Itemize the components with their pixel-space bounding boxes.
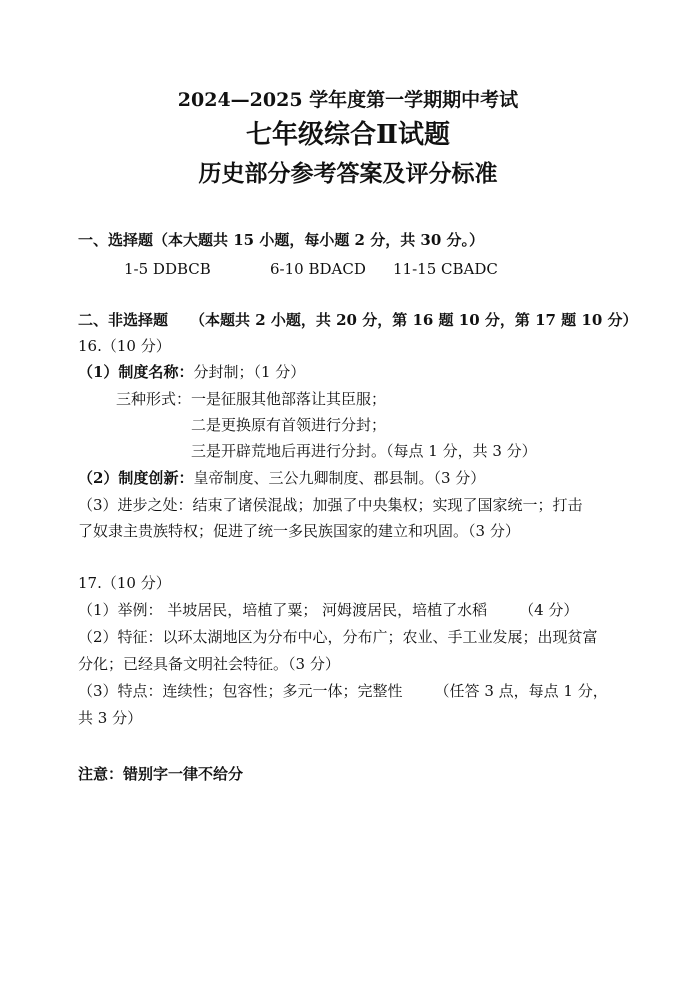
- section-title: 历史部分参考答案及评分标准: [198, 160, 498, 187]
- part2-title-note: （本题共 2 小题，共 20 分，第 16 题 10 分，第 17 题 10 分）: [190, 311, 638, 329]
- choice-answers-6-10: 6-10 BDACD: [270, 260, 366, 278]
- part2-title: [78, 310, 638, 330]
- q16-answer-2-label: （2）制度创新：: [78, 469, 194, 487]
- q17-heading: 17.（10 分）: [78, 574, 171, 592]
- q17-answer-1: [78, 600, 578, 620]
- q17-answer-3: [78, 681, 608, 701]
- q16-form-3: 三是开辟荒地后再进行分封。（每点 1 分，共 3 分）: [191, 442, 537, 460]
- part1-title: 一、选择题（本大题共 15 小题，每小题 2 分，共 30 分。）: [78, 231, 485, 249]
- q16-heading: 16.（10 分）: [78, 337, 171, 355]
- q16-answer-1: [78, 362, 305, 382]
- grading-note: 注意：错别字一律不给分: [78, 765, 244, 783]
- q16-answer-2: [78, 468, 485, 488]
- q16-answer-1-label: （1）制度名称：: [78, 363, 194, 381]
- subject-title: 七年级综合Ⅱ试题: [246, 120, 450, 150]
- part2-title-main: 二、非选择题: [78, 311, 169, 329]
- q17-answer-1-score: （4 分）: [519, 601, 579, 619]
- q16-forms-label: 三种形式：: [116, 390, 192, 408]
- q17-answer-3-text: （3）特点：连续性；包容性；多元一体；完整性: [78, 682, 403, 700]
- q17-answer-2-line-1: （2）特征：以环太湖地区为分布中心，分布广；农业、手工业发展；出现贫富: [78, 628, 598, 646]
- q16-answer-3-line-2: 了奴隶主贵族特权；促进了统一多民族国家的建立和巩固。（3 分）: [78, 522, 520, 540]
- q17-answer-2-line-2: 分化；已经具备文明社会特征。（3 分）: [78, 655, 340, 673]
- q16-form-1: 一是征服其他部落让其臣服；: [191, 390, 387, 408]
- choice-answers-11-15: 11-15 CBADC: [393, 260, 498, 278]
- q16-answer-3-line-1: （3）进步之处：结束了诸侯混战；加强了中央集权；实现了国家统一；打击: [78, 496, 583, 514]
- q16-form-2: 二是更换原有首领进行分封；: [191, 416, 387, 434]
- q16-forms-row-1: [116, 389, 386, 409]
- exam-term-title: 2024—2025 学年度第一学期期中考试: [177, 89, 519, 111]
- q17-answer-1-text: （1）举例： 半坡居民，培植了粟； 河姆渡居民，培植了水稻: [78, 601, 488, 619]
- q17-answer-3-score: （任答 3 点，每点 1 分，: [434, 682, 608, 700]
- q16-answer-1-text: 分封制；（1 分）: [193, 363, 306, 381]
- choice-answers-1-5: 1-5 DDBCB: [124, 260, 211, 278]
- q17-answer-3-line-2: 共 3 分）: [78, 709, 143, 727]
- q16-answer-2-text: 皇帝制度、三公九卿制度、郡县制。（3 分）: [193, 469, 486, 487]
